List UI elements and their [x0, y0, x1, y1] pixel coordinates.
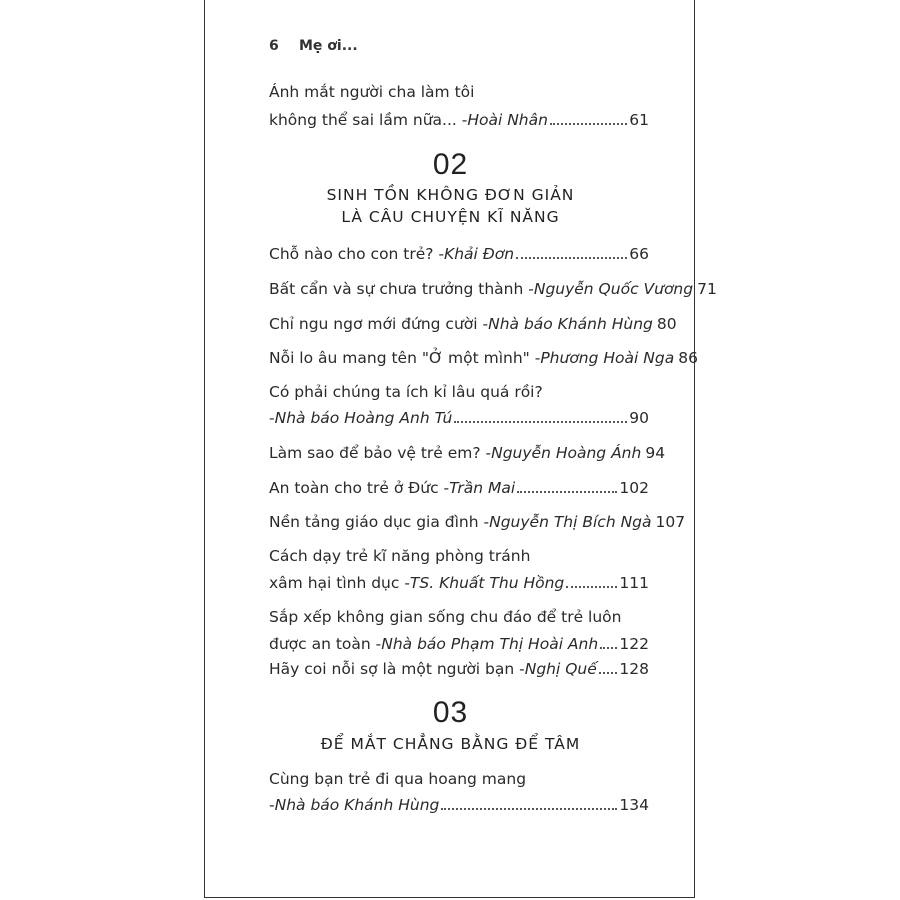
entry-title: Làm sao để bảo vệ trẻ em? - [269, 444, 492, 462]
entry-author: Phương Hoài Nga [540, 349, 675, 367]
toc-entry[interactable] [269, 443, 666, 463]
entry-title: Chỗ nào cho con trẻ? - [269, 245, 445, 263]
entry-author: Nhà báo Phạm Thị Hoài Anh [381, 635, 599, 653]
toc-entry[interactable] [269, 279, 717, 299]
entry-page: 128 [619, 660, 649, 678]
section-title: SINH TỒN KHÔNG ĐƠN GIẢN [326, 186, 575, 204]
toc-entry[interactable] [269, 573, 649, 593]
toc-entry[interactable] [269, 314, 677, 334]
entry-page: 134 [619, 796, 649, 814]
entry-author: Nguyễn Thị Bích Ngà [489, 513, 652, 531]
toc-entry-line: Cùng bạn trẻ đi qua hoang mang [269, 770, 527, 788]
section-title: ĐỂ MẮT CHẲNG BẰNG ĐỂ TÂM [320, 735, 581, 753]
entry-title: Chỉ ngu ngơ mới đứng cười - [269, 315, 489, 333]
entry-page: 94 [645, 444, 666, 462]
entry-author: Hoài Nhân [467, 111, 548, 129]
toc-entry[interactable] [269, 478, 649, 498]
toc-entry[interactable] [269, 244, 649, 264]
entry-page: 86 [678, 349, 698, 367]
toc-entry-line: Sắp xếp không gian sống chu đáo để trẻ luôn [269, 608, 622, 626]
page-number: 6 [269, 38, 279, 54]
entry-author: Nhà báo Khánh Hùng [274, 796, 440, 814]
entry-title: không thể sai lầm nữa... - [269, 111, 468, 129]
dot-leader [599, 672, 618, 674]
toc-entry[interactable] [269, 110, 649, 130]
entry-author: Nguyễn Hoàng Ánh [491, 444, 642, 462]
dot-leader [550, 123, 627, 125]
entry-title: Hãy coi nỗi sợ là một người bạn - [269, 660, 525, 678]
toc-entry[interactable] [269, 348, 698, 368]
entry-author: Nghị Quế [524, 660, 597, 678]
entry-page: 90 [629, 409, 649, 427]
toc-entry[interactable] [269, 512, 686, 532]
toc-entry-line: Có phải chúng ta ích kỉ lâu quá rồi? [269, 383, 543, 401]
entry-title: - [269, 409, 275, 427]
entry-author: Trần Mai [449, 479, 516, 497]
toc-entry[interactable] [269, 408, 649, 428]
entry-title: Nền tảng giáo dục gia đình - [269, 513, 490, 531]
entry-title: Bất cẩn và sự chưa trưởng thành - [269, 280, 534, 298]
entry-page: 80 [656, 315, 677, 333]
entry-title: xâm hại tình dục - [269, 574, 410, 592]
entry-page: 111 [619, 574, 649, 592]
dot-leader [517, 491, 617, 493]
toc-entry[interactable] [269, 634, 649, 654]
dot-leader [441, 808, 617, 810]
dot-leader [566, 586, 617, 588]
entry-page: 66 [629, 245, 649, 263]
section-number: 03 [432, 696, 469, 729]
entry-author: Nhà báo Khánh Hùng [488, 315, 653, 333]
entry-author: TS. Khuất Thu Hồng [409, 574, 565, 592]
entry-title: An toàn cho trẻ ở Đức - [269, 479, 450, 497]
section-title: LÀ CÂU CHUYỆN KĨ NĂNG [341, 208, 560, 226]
toc-entry[interactable] [269, 659, 649, 679]
entry-author: Nguyễn Quốc Vương [533, 280, 694, 298]
entry-author: Khải Đơn [444, 245, 515, 263]
entry-title: - [269, 796, 275, 814]
section-number: 02 [432, 148, 469, 181]
dot-leader [516, 257, 627, 259]
entry-author: Nhà báo Hoàng Anh Tú [274, 409, 453, 427]
entry-page: 122 [619, 635, 649, 653]
entry-title: Nỗi lo âu mang tên "Ở một mình" - [269, 349, 541, 367]
book-page [204, 0, 717, 898]
dot-leader [454, 421, 627, 423]
toc-entry-line: Cách dạy trẻ kĩ năng phòng tránh [269, 547, 531, 565]
entry-page: 71 [697, 280, 717, 298]
toc-entry[interactable] [269, 795, 649, 815]
dot-leader [600, 647, 617, 649]
toc-entry-line: Ánh mắt người cha làm tôi [269, 83, 475, 101]
entry-title: được an toàn - [269, 635, 382, 653]
entry-page: 107 [655, 513, 686, 531]
entry-page: 102 [619, 479, 649, 497]
running-title: Mẹ ơi... [299, 38, 358, 54]
entry-page: 61 [629, 111, 649, 129]
